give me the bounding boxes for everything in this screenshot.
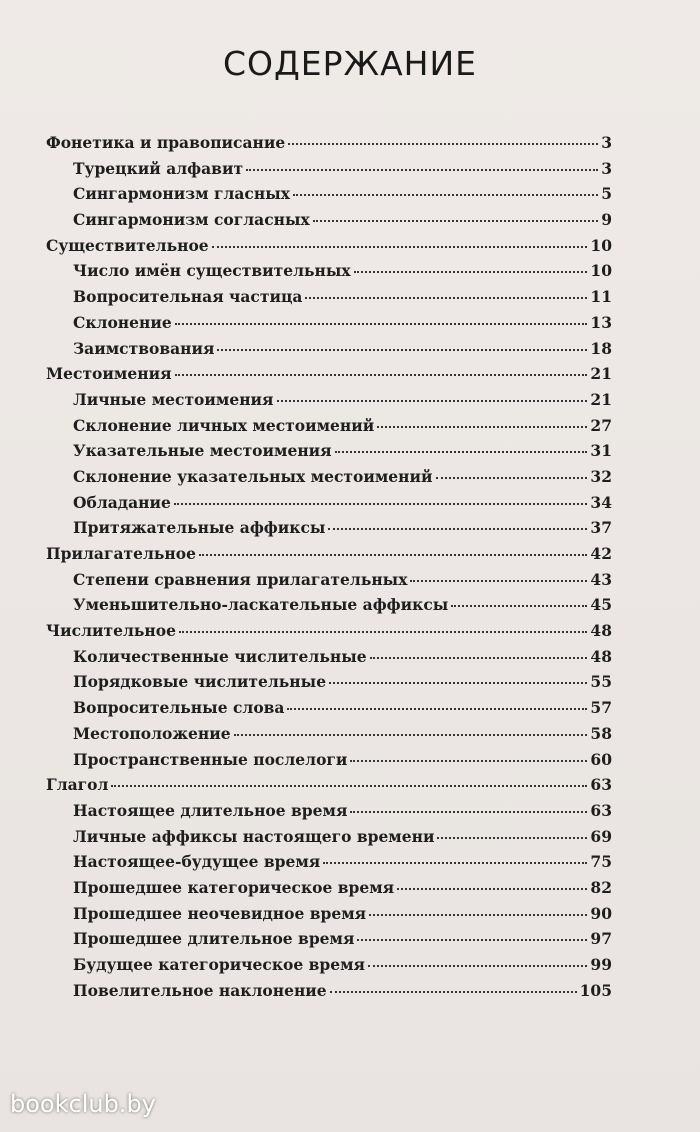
dot-leader [323,861,587,864]
toc-entry-label: Притяжательные аффиксы [73,518,326,538]
toc-page-number: 31 [590,441,612,461]
dot-leader [329,681,587,684]
toc-subsection [46,952,612,978]
toc-page-number: 63 [590,800,612,820]
toc-page-number: 97 [590,929,612,949]
toc-entry-label: Настоящее-будущее время [73,852,321,872]
toc-subsection [46,926,612,952]
toc-page-number: 57 [590,698,612,718]
dot-leader [350,759,587,762]
toc-subsection [46,721,612,747]
dot-leader [174,502,588,505]
dot-leader [212,245,588,248]
toc-subsection [46,901,612,927]
dot-leader [305,296,587,299]
toc-subsection [46,875,612,901]
toc-subsection [46,849,612,875]
toc-page-number: 45 [590,595,612,615]
watermark: bookclub.by [10,1090,156,1118]
dot-leader [368,964,587,967]
toc-page-number: 69 [590,826,612,846]
toc-subsection [46,284,612,310]
toc-section [46,618,612,644]
toc-entry-label: Числительное [46,621,176,641]
dot-leader [436,476,588,479]
toc-entry-label: Обладание [73,492,171,512]
toc-entry-label: Глагол [46,775,109,795]
toc-section [46,361,612,387]
toc-page-number: 58 [590,723,612,743]
dot-leader [313,219,598,222]
toc-entry-label: Настоящее длительное время [73,800,348,820]
toc-subsection [46,336,612,362]
table-of-contents [46,130,612,1003]
toc-section [46,233,612,259]
toc-entry-label: Сингармонизм согласных [73,210,310,230]
toc-page-number: 21 [590,364,612,384]
toc-subsection [46,490,612,516]
toc-entry-label: Прошедшее длительное время [73,929,355,949]
toc-entry-label: Личные местоимения [73,389,274,409]
toc-subsection [46,181,612,207]
dot-leader [330,990,577,993]
toc-subsection [46,798,612,824]
toc-entry-label: Количественные числительные [73,646,367,666]
toc-subsection [46,387,612,413]
toc-entry-label: Порядковые числительные [73,672,327,692]
dot-leader [328,527,587,530]
toc-subsection [46,310,612,336]
toc-subsection [46,567,612,593]
toc-page-number: 27 [590,415,612,435]
dot-leader [246,168,598,171]
toc-entry-label: Указательные местоимения [73,441,332,461]
dot-leader [354,270,588,273]
toc-page-number: 37 [590,518,612,538]
toc-subsection [46,978,612,1004]
toc-subsection [46,592,612,618]
toc-entry-label: Повелительное наклонение [73,980,327,1000]
dot-leader [277,399,588,402]
dot-leader [175,373,588,376]
toc-section [46,772,612,798]
toc-entry-label: Турецкий алфавит [73,158,244,178]
toc-page-number: 10 [590,235,612,255]
toc-entry-label: Число имён существительных [73,261,351,281]
toc-entry-label: Вопросительная частица [73,287,303,307]
toc-entry-label: Сингармонизм гласных [73,184,290,204]
toc-page-number: 18 [590,338,612,358]
dot-leader [288,142,598,145]
toc-page-number: 11 [590,287,612,307]
toc-page-number: 34 [590,492,612,512]
toc-entry-label: Фонетика и правописание [46,133,286,152]
toc-page-number: 48 [590,646,612,666]
toc-page-number: 32 [590,466,612,486]
toc-page-number: 10 [590,261,612,281]
toc-entry-label: Прошедшее неочевидное время [73,903,367,923]
toc-entry-label: Существительное [46,235,209,255]
toc-entry-label: Склонение личных местоимений [73,415,375,435]
toc-section [46,541,612,567]
toc-page-number: 90 [590,903,612,923]
toc-subsection [46,438,612,464]
dot-leader [350,810,587,813]
dot-leader [437,836,587,839]
toc-subsection [46,644,612,670]
toc-entry-label: Степени сравнения прилагательных [73,569,408,589]
toc-page-number: 43 [590,569,612,589]
toc-page-number: 55 [590,672,612,692]
toc-subsection [46,747,612,773]
dot-leader [410,579,587,582]
toc-entry-label: Склонение [73,312,172,332]
toc-entry-label: Прилагательное [46,544,196,563]
toc-page-number: 5 [601,184,612,204]
page-title: СОДЕРЖАНИЕ [222,44,478,83]
toc-page-number: 99 [590,955,612,974]
dot-leader [217,348,587,351]
dot-leader [234,733,588,736]
dot-leader [451,604,587,607]
dot-leader [357,938,587,941]
dot-leader [111,784,587,787]
toc-entry-label: Вопросительные слова [73,698,285,718]
toc-entry-label: Личные аффиксы настоящего времени [73,826,435,846]
toc-entry-label: Прошедшее категорическое время [73,877,395,897]
toc-entry-label: Заимствования [73,338,215,358]
toc-entry-label: Склонение указательных местоимений [73,466,433,486]
toc-page-number: 48 [590,621,612,641]
toc-subsection [46,515,612,541]
toc-entry-label: Будущее категорическое время [73,955,366,974]
dot-leader [293,193,598,196]
toc-page-number: 3 [601,133,612,152]
toc-entry-label: Уменьшительно-ласкательные аффиксы [73,595,449,615]
toc-subsection [46,207,612,233]
toc-subsection [46,258,612,284]
dot-leader [175,322,588,325]
dot-leader [370,656,588,659]
toc-entry-label: Местоположение [73,723,231,743]
toc-page-number: 21 [590,389,612,409]
toc-page-number: 42 [590,544,612,563]
dot-leader [199,553,587,556]
dot-leader [369,913,587,916]
toc-subsection [46,669,612,695]
dot-leader [397,887,587,890]
toc-page-number: 75 [590,852,612,872]
toc-subsection [46,413,612,439]
toc-subsection [46,156,612,182]
dot-leader [335,450,588,453]
dot-leader [287,707,587,710]
toc-entry-label: Местоимения [46,364,172,384]
toc-page-number: 9 [601,210,612,230]
toc-page-number: 13 [590,312,612,332]
toc-subsection [46,824,612,850]
dot-leader [179,630,587,633]
toc-entry-label: Пространственные послелоги [73,749,348,769]
toc-page-number: 3 [601,158,612,178]
toc-subsection [46,695,612,721]
toc-page-number: 60 [590,749,612,769]
toc-page-number: 63 [590,775,612,795]
toc-page-number: 105 [579,980,612,1000]
dot-leader [377,425,587,428]
toc-page-number: 82 [590,877,612,897]
toc-section [46,130,612,156]
toc-subsection [46,464,612,490]
